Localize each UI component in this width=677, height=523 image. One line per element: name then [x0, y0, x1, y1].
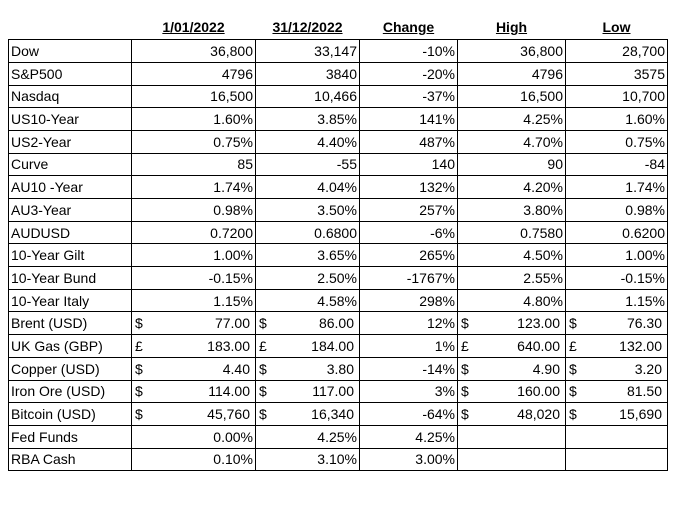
data-cell[interactable]: [566, 448, 668, 471]
data-cell[interactable]: [132, 357, 256, 380]
currency-symbol: $: [461, 406, 469, 423]
cell-value: 81.50: [626, 383, 662, 400]
cell-value: 114.00: [208, 383, 250, 400]
currency-cell-content: [460, 359, 563, 379]
table-row: [9, 85, 668, 108]
data-cell[interactable]: 4.58%: [256, 289, 360, 312]
data-cell[interactable]: 1.00%: [566, 244, 668, 267]
table-row: [9, 176, 668, 199]
table-row: [9, 199, 668, 222]
currency-cell-content: [258, 404, 357, 424]
data-cell[interactable]: [458, 425, 566, 448]
data-cell[interactable]: [566, 425, 668, 448]
currency-symbol: $: [135, 406, 143, 423]
cell-value: 76.30: [626, 315, 662, 332]
table-row: [9, 130, 668, 153]
cell-value: 86.00: [318, 315, 354, 332]
currency-symbol: $: [259, 360, 267, 377]
data-cell[interactable]: 16,500: [132, 85, 256, 108]
data-cell[interactable]: [132, 335, 256, 358]
table-row: [9, 425, 668, 448]
data-cell[interactable]: 3840: [256, 62, 360, 85]
cell-value: 77.00: [214, 315, 250, 332]
data-cell[interactable]: 265%: [360, 244, 458, 267]
data-cell[interactable]: -37%: [360, 85, 458, 108]
data-cell[interactable]: 4796: [132, 62, 256, 85]
data-cell[interactable]: 0.6200: [566, 221, 668, 244]
data-cell[interactable]: 3.80%: [458, 199, 566, 222]
data-cell[interactable]: [458, 403, 566, 426]
table-row: [9, 244, 668, 267]
data-cell[interactable]: 4.25%: [360, 425, 458, 448]
data-cell[interactable]: 0.98%: [566, 199, 668, 222]
data-cell[interactable]: 141%: [360, 108, 458, 131]
data-cell[interactable]: 0.6800: [256, 221, 360, 244]
header-cell-start-date[interactable]: 1/01/2022: [162, 19, 225, 36]
header-cell-label: [9, 17, 132, 40]
row-label-cell[interactable]: 10-Year Italy: [9, 289, 132, 312]
table-row: [9, 267, 668, 290]
data-cell[interactable]: 487%: [360, 130, 458, 153]
data-cell[interactable]: [132, 312, 256, 335]
data-cell[interactable]: 3.00%: [360, 448, 458, 471]
currency-cell-content: [568, 313, 665, 333]
data-cell[interactable]: 4.25%: [256, 425, 360, 448]
market-summary-table: [8, 17, 668, 471]
data-cell[interactable]: 0.75%: [132, 130, 256, 153]
currency-symbol: $: [259, 383, 267, 400]
data-cell[interactable]: 4796: [458, 62, 566, 85]
currency-cell-content: [134, 381, 253, 401]
data-cell[interactable]: 36,800: [132, 40, 256, 63]
table-row: [9, 221, 668, 244]
data-cell[interactable]: -0.15%: [132, 267, 256, 290]
data-cell[interactable]: 0.98%: [132, 199, 256, 222]
table-row: [9, 448, 668, 471]
data-cell[interactable]: 4.04%: [256, 176, 360, 199]
currency-cell-content: [460, 404, 563, 424]
currency-cell-content: [568, 336, 665, 356]
data-cell[interactable]: [458, 357, 566, 380]
currency-symbol: $: [135, 383, 143, 400]
data-cell[interactable]: 3575: [566, 62, 668, 85]
cell-value: 45,760: [207, 406, 250, 423]
currency-symbol: £: [135, 337, 143, 354]
currency-cell-content: [460, 313, 563, 333]
data-cell[interactable]: [256, 380, 360, 403]
table-row: [9, 335, 668, 358]
cell-value: 117.00: [312, 383, 354, 400]
row-label-cell[interactable]: UK Gas (GBP): [9, 335, 132, 358]
currency-cell-content: [460, 381, 563, 401]
cell-value: 15,690: [619, 406, 662, 423]
data-cell[interactable]: 1.74%: [566, 176, 668, 199]
currency-cell-content: [134, 336, 253, 356]
cell-value: 4.90: [532, 360, 560, 377]
data-cell[interactable]: [566, 335, 668, 358]
data-cell[interactable]: 4.80%: [458, 289, 566, 312]
header-cell-high[interactable]: High: [495, 19, 528, 36]
row-label-cell[interactable]: Dow: [9, 40, 132, 63]
data-cell[interactable]: 3.65%: [256, 244, 360, 267]
currency-symbol: $: [569, 406, 577, 423]
currency-symbol: $: [259, 406, 267, 423]
header-cell-change[interactable]: Change: [382, 19, 435, 36]
header-cell-end-date[interactable]: 31/12/2022: [272, 19, 343, 36]
data-cell[interactable]: 0.10%: [132, 448, 256, 471]
table-row: [9, 108, 668, 131]
table-row: [9, 289, 668, 312]
currency-symbol: $: [569, 315, 577, 332]
data-cell[interactable]: 4.25%: [458, 108, 566, 131]
currency-symbol: $: [135, 360, 143, 377]
row-label-cell[interactable]: 10-Year Bund: [9, 267, 132, 290]
row-label-cell[interactable]: Iron Ore (USD): [9, 380, 132, 403]
row-label-cell[interactable]: Curve: [9, 153, 132, 176]
data-cell[interactable]: 4.20%: [458, 176, 566, 199]
data-cell[interactable]: 3.50%: [256, 199, 360, 222]
table-row: [9, 380, 668, 403]
data-cell[interactable]: 2.55%: [458, 267, 566, 290]
data-cell[interactable]: [256, 403, 360, 426]
row-label-cell[interactable]: RBA Cash: [9, 448, 132, 471]
data-cell[interactable]: 10,700: [566, 85, 668, 108]
header-row: [9, 17, 668, 40]
data-cell[interactable]: 10,466: [256, 85, 360, 108]
data-cell[interactable]: -64%: [360, 403, 458, 426]
data-cell[interactable]: [458, 380, 566, 403]
row-label-cell[interactable]: 10-Year Gilt: [9, 244, 132, 267]
data-cell[interactable]: 33,147: [256, 40, 360, 63]
data-cell[interactable]: [256, 335, 360, 358]
row-label-cell[interactable]: AU10 -Year: [9, 176, 132, 199]
data-cell[interactable]: [458, 448, 566, 471]
data-cell[interactable]: 1.00%: [132, 244, 256, 267]
header-cell-low[interactable]: Low: [602, 19, 631, 36]
data-cell[interactable]: -84: [566, 153, 668, 176]
data-cell[interactable]: [566, 403, 668, 426]
cell-value: 183.00: [207, 337, 250, 354]
cell-value: 160.00: [517, 383, 560, 400]
data-cell[interactable]: 132%: [360, 176, 458, 199]
currency-cell-content: [568, 404, 665, 424]
table-row: [9, 40, 668, 63]
data-cell[interactable]: 16,500: [458, 85, 566, 108]
data-cell[interactable]: [256, 312, 360, 335]
currency-cell-content: [134, 359, 253, 379]
data-cell[interactable]: 0.00%: [132, 425, 256, 448]
currency-cell-content: [134, 404, 253, 424]
currency-symbol: $: [569, 360, 577, 377]
data-cell[interactable]: 3.10%: [256, 448, 360, 471]
table-body: [9, 40, 668, 471]
data-cell[interactable]: 12%: [360, 312, 458, 335]
data-cell[interactable]: 257%: [360, 199, 458, 222]
data-cell[interactable]: [458, 312, 566, 335]
cell-value: 123.00: [517, 315, 560, 332]
data-cell[interactable]: -10%: [360, 40, 458, 63]
data-cell[interactable]: 298%: [360, 289, 458, 312]
row-label-cell[interactable]: S&P500: [9, 62, 132, 85]
table-row: [9, 357, 668, 380]
row-label-cell[interactable]: US2-Year: [9, 130, 132, 153]
currency-cell-content: [568, 359, 665, 379]
currency-symbol: £: [461, 337, 469, 354]
currency-symbol: £: [569, 337, 577, 354]
data-cell[interactable]: 1%: [360, 335, 458, 358]
data-cell[interactable]: 28,700: [566, 40, 668, 63]
row-label-cell[interactable]: AU3-Year: [9, 199, 132, 222]
data-cell[interactable]: 1.74%: [132, 176, 256, 199]
data-cell[interactable]: 140: [360, 153, 458, 176]
data-cell[interactable]: 3.85%: [256, 108, 360, 131]
data-cell[interactable]: -20%: [360, 62, 458, 85]
currency-symbol: $: [135, 315, 143, 332]
data-cell[interactable]: -1767%: [360, 267, 458, 290]
data-cell[interactable]: [566, 357, 668, 380]
cell-value: 184.00: [311, 337, 354, 354]
currency-symbol: $: [569, 383, 577, 400]
data-cell[interactable]: -55: [256, 153, 360, 176]
data-cell[interactable]: 2.50%: [256, 267, 360, 290]
cell-value: 16,340: [311, 406, 354, 423]
table-row: [9, 62, 668, 85]
data-cell[interactable]: -0.15%: [566, 267, 668, 290]
row-label-cell[interactable]: Nasdaq: [9, 85, 132, 108]
row-label-cell[interactable]: Fed Funds: [9, 425, 132, 448]
currency-symbol: $: [259, 315, 267, 332]
row-label-cell[interactable]: Brent (USD): [9, 312, 132, 335]
data-cell[interactable]: -14%: [360, 357, 458, 380]
data-cell[interactable]: 36,800: [458, 40, 566, 63]
cell-value: 3.80: [326, 360, 354, 377]
currency-symbol: $: [461, 383, 469, 400]
row-label-cell[interactable]: US10-Year: [9, 108, 132, 131]
data-cell[interactable]: 0.7200: [132, 221, 256, 244]
currency-symbol: $: [461, 360, 469, 377]
data-cell[interactable]: [132, 380, 256, 403]
data-cell[interactable]: 4.40%: [256, 130, 360, 153]
cell-value: 640.00: [517, 337, 560, 354]
currency-cell-content: [258, 313, 357, 333]
row-label-cell[interactable]: AUDUSD: [9, 221, 132, 244]
data-cell[interactable]: 0.7580: [458, 221, 566, 244]
data-cell[interactable]: 0.75%: [566, 130, 668, 153]
data-cell[interactable]: 90: [458, 153, 566, 176]
currency-symbol: $: [461, 315, 469, 332]
currency-cell-content: [258, 336, 357, 356]
currency-cell-content: [258, 359, 357, 379]
data-cell[interactable]: [458, 335, 566, 358]
table-row: [9, 403, 668, 426]
currency-cell-content: [460, 336, 563, 356]
cell-value: 3.20: [634, 360, 662, 377]
row-label-cell[interactable]: Bitcoin (USD): [9, 403, 132, 426]
data-cell[interactable]: [566, 380, 668, 403]
cell-value: 48,020: [517, 406, 560, 423]
currency-cell-content: [568, 381, 665, 401]
data-cell[interactable]: [256, 357, 360, 380]
data-cell[interactable]: -6%: [360, 221, 458, 244]
table-row: [9, 312, 668, 335]
data-cell[interactable]: [132, 403, 256, 426]
data-cell[interactable]: 1.15%: [566, 289, 668, 312]
currency-symbol: £: [259, 337, 267, 354]
data-cell[interactable]: 4.70%: [458, 130, 566, 153]
row-label-cell[interactable]: Copper (USD): [9, 357, 132, 380]
data-cell[interactable]: 1.60%: [132, 108, 256, 131]
cell-value: 4.40: [222, 360, 250, 377]
data-cell[interactable]: 3%: [360, 380, 458, 403]
data-cell[interactable]: 4.50%: [458, 244, 566, 267]
cell-value: 132.00: [619, 337, 662, 354]
data-cell[interactable]: 85: [132, 153, 256, 176]
currency-cell-content: [134, 313, 253, 333]
data-cell[interactable]: 1.15%: [132, 289, 256, 312]
currency-cell-content: [258, 381, 357, 401]
data-cell[interactable]: [566, 312, 668, 335]
table-row: [9, 153, 668, 176]
data-cell[interactable]: 1.60%: [566, 108, 668, 131]
